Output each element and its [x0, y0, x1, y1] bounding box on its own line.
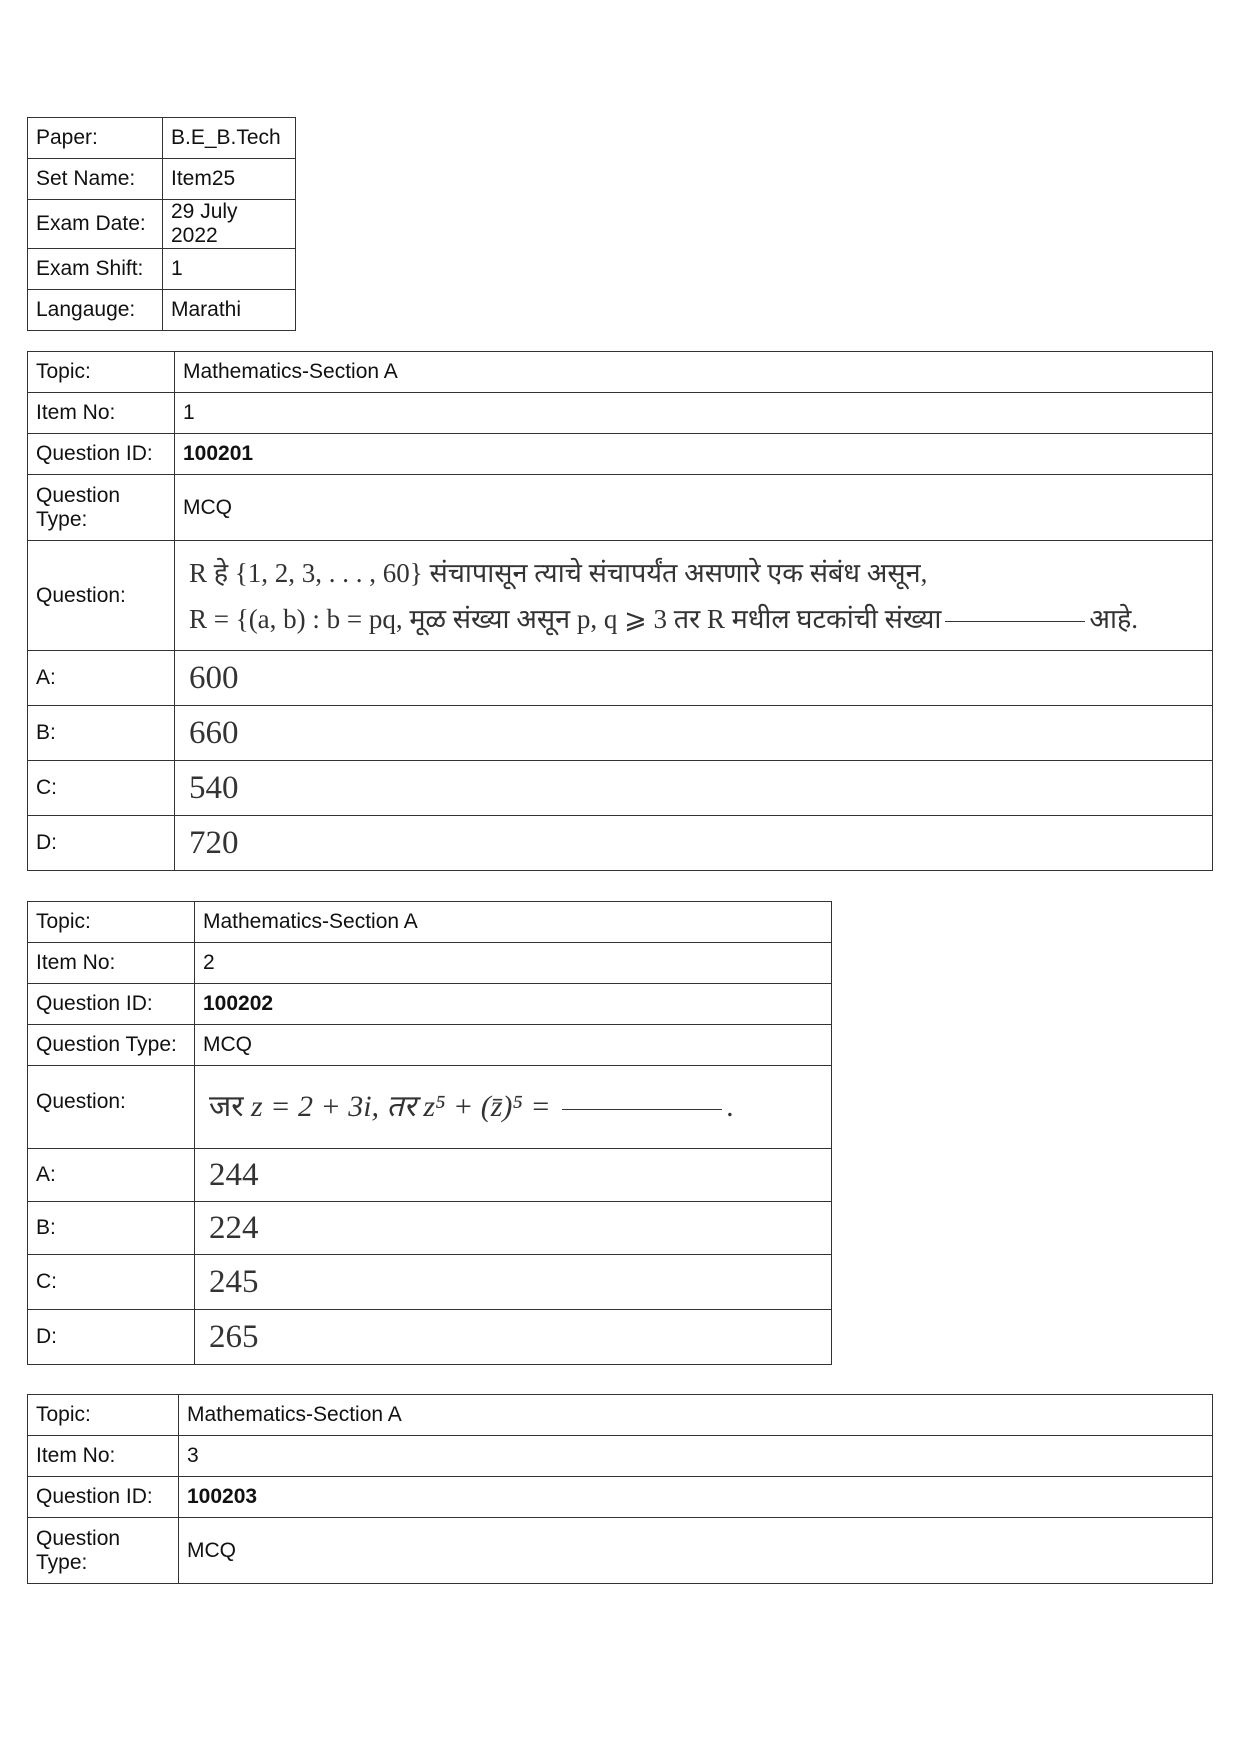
question-label: Question: [28, 541, 175, 651]
question-id-label: Question ID: [28, 984, 195, 1025]
meta-value: Item25 [163, 159, 296, 200]
question-id-value: 100201 [175, 434, 1213, 475]
question-type-label-line1: Question [36, 483, 121, 507]
option-c-value: 245 [195, 1255, 832, 1310]
question-2-table [27, 901, 832, 1365]
meta-label: Langauge: [28, 290, 163, 331]
question-label: Question: [28, 1066, 195, 1149]
question-type-label-line1: Question [36, 1526, 121, 1550]
meta-value: 1 [163, 249, 296, 290]
option-a-value: 600 [175, 651, 1213, 706]
item-no-label: Item No: [28, 1436, 179, 1477]
question-type-value: MCQ [195, 1025, 832, 1066]
question-3-table [27, 1394, 1213, 1584]
item-no-value: 1 [175, 393, 1213, 434]
meta-value: B.E_B.Tech [163, 118, 296, 159]
topic-label: Topic: [28, 902, 195, 943]
question-line-2-end: आहे. [1089, 603, 1139, 634]
meta-value: 29 July 2022 [163, 200, 296, 249]
question-type-label-line2: Type: [36, 507, 88, 531]
meta-label: Set Name: [28, 159, 163, 200]
question-line-2 [189, 596, 1204, 642]
question-text [175, 541, 1213, 651]
meta-label: Paper: [28, 118, 163, 159]
item-no-label: Item No: [28, 393, 175, 434]
option-c-label: C: [28, 761, 175, 816]
question-expression: z = 2 + 3i, तर z⁵ + (z̄)⁵ = [251, 1090, 551, 1123]
topic-value: Mathematics-Section A [175, 352, 1213, 393]
topic-label: Topic: [28, 352, 175, 393]
option-b-label: B: [28, 1202, 195, 1255]
meta-label: Exam Shift: [28, 249, 163, 290]
option-b-label: B: [28, 706, 175, 761]
question-type-label: Question Type: [28, 1025, 195, 1066]
topic-label: Topic: [28, 1395, 179, 1436]
option-d-label: D: [28, 816, 175, 871]
answer-blank [945, 620, 1085, 622]
question-id-label: Question ID: [28, 1477, 179, 1518]
answer-blank [562, 1108, 722, 1110]
option-c-label: C: [28, 1255, 195, 1310]
question-id-value: 100203 [179, 1477, 1213, 1518]
option-d-label: D: [28, 1310, 195, 1365]
question-type-value: MCQ [175, 475, 1213, 541]
topic-value: Mathematics-Section A [179, 1395, 1213, 1436]
meta-value: Marathi [163, 290, 296, 331]
topic-value: Mathematics-Section A [195, 902, 832, 943]
question-line-1: R हे {1, 2, 3, . . . , 60} संचापासून त्याचे संचापर्यंत असणारे एक संबंध असून, [189, 557, 928, 588]
question-text [195, 1066, 832, 1149]
option-d-value: 265 [195, 1310, 832, 1365]
option-b-value: 660 [175, 706, 1213, 761]
option-a-label: A: [28, 1149, 195, 1202]
question-id-label: Question ID: [28, 434, 175, 475]
question-id-value: 100202 [195, 984, 832, 1025]
exam-meta-table [27, 117, 296, 331]
option-a-value: 244 [195, 1149, 832, 1202]
question-1-table [27, 351, 1213, 871]
question-type-label [28, 475, 175, 541]
question-end: . [726, 1090, 734, 1123]
option-c-value: 540 [175, 761, 1213, 816]
option-a-label: A: [28, 651, 175, 706]
item-no-value: 3 [179, 1436, 1213, 1477]
question-type-label-line2: Type: [36, 1550, 88, 1574]
item-no-label: Item No: [28, 943, 195, 984]
option-b-value: 224 [195, 1202, 832, 1255]
meta-label: Exam Date: [28, 200, 163, 249]
question-type-label [28, 1518, 179, 1584]
item-no-value: 2 [195, 943, 832, 984]
option-d-value: 720 [175, 816, 1213, 871]
question-line-2-main: R = {(a, b) : b = pq, मूळ संख्या असून p, q ⩾ 3 तर R मधील घटकांची संख्या [189, 603, 942, 634]
question-type-value: MCQ [179, 1518, 1213, 1584]
question-prefix: जर [209, 1090, 244, 1123]
